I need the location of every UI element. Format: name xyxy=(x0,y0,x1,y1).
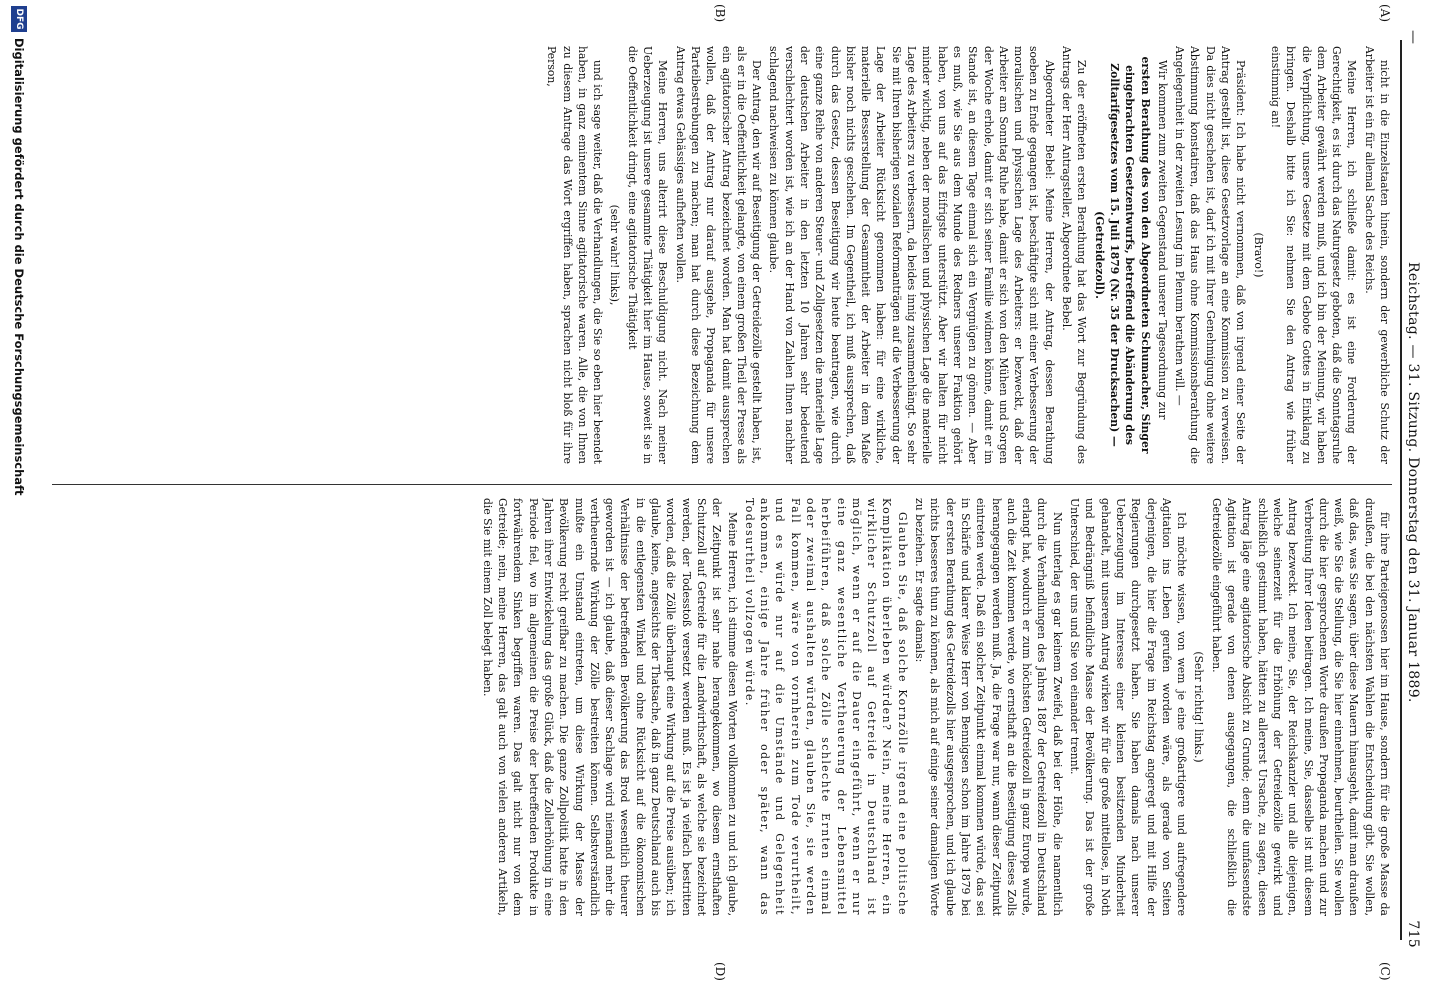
margin-mark-b: (B) xyxy=(713,4,727,23)
page-number: 715 xyxy=(1405,920,1421,948)
paragraph: Meine Herren, uns alterirt diese Beschuldigung nicht. Nach meiner Ueberzeugung ist unsere gesammte Thätigkeit hier im Hause, soweit sie in die Oeffentlichkeit dringt, eine agitatorische Thätigkeit xyxy=(625,46,670,464)
column-divider xyxy=(52,484,1392,485)
left-column xyxy=(62,46,1392,464)
margin-mark-c: (C) xyxy=(1378,962,1392,981)
paragraph: Meine Herren, ich schließe damit: es ist eine Forderung der Gerechtigkeit, es ist durch das Naturgesetz geboten, daß die Sonntagsruhe dem Arbeiter gewährt werden muß, und ich bin der Meinung, wir haben die Verpflichtung, unsere Gesetze mit dem Gebote Gottes in Einklang zu bringen. Deshalb bitte ich Sie: nehmen Sie den Antrag wie früher einstimmig an! xyxy=(1268,46,1359,464)
footer-text: Digitalisierung gefördert durch die Deutsche Forschungsgemeinschaft xyxy=(12,38,26,496)
interjection: (sehr wahr! links), xyxy=(608,204,622,306)
paragraph: Meine Herren, ich stimme diesen Worten vollkommen zu und ich glaube, der Zeitpunkt ist sehr nahe herangekommen, wo diesem ernsthaften Schutzzoll auf Getreide für die Landwirthschaft, als welche sie bezeichnet werden, der Todesstoß versetzt werden muß. Es ist ja vielfach bestritten worden, daß die Zölle überhaupt eine Wirkung auf die Preise ausüben; ich glaube, keine, angesichts der Thatsache, daß in ganz Deutschland auch bis in die entlegensten Winkel und ohne Rücksicht auf die ökonomischen Verhältnisse der betreffenden Bevölkerung das Brod wesentlich theurer geworden ist — ich glaube, daß dieser Sachlage wird niemand mehr die vertheuernde Wirkung der Zölle bestreiten können. Selbstverständlich mußte ein Umstand eintreten, um diese Wirkung der Masse der Bevölkerung recht greifbar zu machen. Die ganze Zollpolitik hatte in den Jahren ihrer Entwickelung das große Glück, daß die Zollerhöhung in eine Periode fiel, wo im allgemeinen die Preise der betreffenden Produkte in fortwährendem Sinken begriffen waren. Das galt nicht nur von dem Getreide; nein, meine Herren, das galt auch von vielen anderen Artikeln, die Sie mit einem Zoll belegt haben. xyxy=(480,498,739,916)
header-title: Reichstag. — 31. Sitzung. Donnerstag den 31. Januar 1889. xyxy=(1405,262,1421,703)
paragraph: Nun unterlag es gar keinem Zweifel, daß bei der Höhe, die namentlich durch die Verhandlungen des Jahres 1887 der Getreidezoll in Deutschland erlangt hat, wodurch er zum höchsten Getreidezoll in ganz Europa wurde, auch die Zeit kommen werde, wo ernsthaft an die Beseitigung dieses Zolls herangegangen werden muß. Ja, die Frage war nur, wann dieser Zeitpunkt eintreten werde. Daß ein solcher Zeitpunkt einmal kommen würde, das sei in Schärfe und klarer Weise Herr von Bennigsen schon im Jahre 1879 bei der ersten Berathung des Getreidezolls hier ausgesprochen, und ich glaube nichts besseres thun zu können, als mich auf einige seiner damaligen Worte zu beziehen. Er sagte damals: xyxy=(913,498,1064,916)
paragraph: Der Antrag, den wir auf Beseitigung der Getreidezölle gestellt haben, ist, als er in die Oeffentlichkeit gelangte, von einem großen Theil der Presse als ein agitatorischer Antrag bezeichnet worden. Man hat damit aussprechen wollen, daß der Antrag nur darauf ausgehe, Propaganda für unsere Parteibestrebungen zu machen; man hat durch diese Bezeichnung dem Antrag etwas Gehässiges aufheften wollen. xyxy=(673,46,764,464)
quotation: Glauben Sie, daß solche Kornzölle irgend eine politische Komplikation überleben würden? Nein, meine Herren, ein wirklicher Schutzzoll auf Getreide in Deutschland ist möglich, wenn er auf die Dauer eingeführt, wenn er nur eine ganz wesentliche Vertheuerung der Lebensmittel herbeiführen, daß solche Zölle schlechte Ernten einmal oder zweimal aushalten würden, glauben Sie, sie werden Fall kommen, wäre von vornherein zum Tode verurtheilt, und es würde nur auf die Umstände und Gelegenheit ankommen, einige Jahre früher oder später, wann das Todesurtheil vollzogen würde. xyxy=(742,498,909,916)
header-rule xyxy=(1400,40,1402,940)
paragraph: Präsident: Ich habe nicht vernommen, daß von irgend einer Seite der Antrag gestellt ist, diese Gesetzvorlage an eine Kommission zu verweisen. Da dies nicht geschehen ist, darf ich mit Ihrer Genehmigung ohne weitere Abstimmung konstatiren, daß das Haus ohne Kommissionsberathung die Angelegenheit in der zweiten Lesung im Plenum berathen will. — xyxy=(1173,46,1248,464)
margin-mark-a: (A) xyxy=(1378,4,1392,23)
paragraph: Wir kommen zum zweiten Gegenstand unserer Tagesordnung zur xyxy=(1155,60,1169,420)
margin-mark-d: (D) xyxy=(713,962,727,981)
paragraph: Ich möchte wissen, von wem je eine großartigere und aufregendere Agitation ins Leben gerufen worden wäre, als gerade von Seiten derjenigen, die hier die Frage im Reichstag angeregt und mit Hilfe der Regierungen durchgesetzt haben. Sie haben damals nach unserer Ueberzeugung im Interesse einer kleinen besitzenden Minderheit gehandelt, mit unserem Antrag wirken wir für die große mittellose, in Noth und Bedrängniß befindliche Masse der Bevölkerung. Das ist der große Unterschied, der uns und Sie von einander trennt. xyxy=(1068,498,1189,916)
paragraph: für ihre Parteigenossen hier im Hause, sondern für die große Masse da draußen, die bei den nächsten Wahlen die Entscheidung gibt. Sie wollen, daß das, was Sie sagen, über diese Mauern hinausgeht, damit man draußen weiß, wie Sie die Stellung, die Sie hier einnehmen, beurtheilen. Sie wollen durch die hier gesprochenen Worte draußen Propaganda machen und zur Verbreitung Ihrer Ideen beitragen. Ich meine, Sie, dasselbe ist mit diesem Antrag bezweckt. Ich meine, Sie, der Reichskanzler und alle diejenigen, welche seinerzeit für die Erhöhung der Getreidezölle gewirkt und schließlich gestimmt haben, hätten zu allererst Ursache, zu sagen, diesen Antrag läge eine agitatorische Absicht zu Grunde; denn die umfassendste Agitation ist gerade von denen ausgegangen, die schließlich die Getreidezölle eingeführt haben. xyxy=(1209,498,1391,916)
paragraph: und ich sage weiter, daß die Verhandlungen, die Sie so eben hier beendet haben, in ganz eminentem Sinne agitatorische waren. Alle, die von Ihnen zu diesem Antrage das Wort ergriffen haben, sprachen nicht bloß für ihre Person, xyxy=(545,46,605,464)
right-column xyxy=(62,498,1392,916)
paragraph: Abgeordneter Bebel: Meine Herren, der Antrag, dessen Berathung soeben zu Ende gegangen ist, beschäftigte sich mit einer Verbesserung der moralischen und physischen Lage des Arbeiters: er bezweckt, daß der Arbeiter am Sonntag Ruhe habe, damit er sich von den Mühen und Sorgen der Woche erhole, damit er sich seiner Familie widmen könne, damit er im Stande ist, an diesem Tage einmal sich ein Vergnügen zu gönnen. — Aber es muß, wie Sie aus dem Munde des Redners unserer Fraktion gehört haben, von uns auf das Eifrigste unterstützt. Aber wir halten für nicht minder wichtig, neben der moralischen und physischen Lage die materielle Lage des Arbeiters zu verbessern, da beides innig zusammenhängt. So sehr Sie mit Ihren bisherigen sozialen Reformanträgen auf die Verbesserung der Lage der Arbeiter Rücksicht genommen haben: für eine wirkliche, materielle Besserstellung der Gesammtheit der Arbeiter in dem Maße bisher noch nichts geschehen. Im Gegentheil, ich muß aussprechen, daß durch das Gesetz, dessen Beseitigung wir heute beantragen, wie durch eine ganze Reihe von anderen Steuer- und Zollgesetzen die materielle Lage der deutschen Arbeiter in den letzten 10 Jahren sehr bedeutend verschlechtert worden ist, wie ich an der Hand von Zahlen Ihnen nachher schlagend nachweisen zu können glaube. xyxy=(767,46,1056,464)
interjection: (Bravo!) xyxy=(1251,232,1265,278)
paragraph: Zu der eröffneten ersten Berathung hat das Wort zur Begründung des Antrags der Herr Antragsteller, Abgeordnete Bebel. xyxy=(1060,46,1089,464)
header-left-mark: — xyxy=(1405,30,1421,45)
dfg-logo: DFG xyxy=(11,6,27,32)
interjection: (Sehr richtig! links.) xyxy=(1192,651,1206,763)
paragraph: nicht in die Einzelstaaten hinein, sondern der gewerbliche Schutz der Arbeiter ist ein für allemal Sache des Reichs. xyxy=(1362,46,1391,464)
page-header xyxy=(1402,30,1424,948)
agenda-item-heading: ersten Berathung des von den Abgeordneten Schumacher, Singer eingebrachten Gesetzentwurfs, betreffend die Abänderung des Zolltarifgesetzes vom 15. Juli 1879 (Nr. 35 der Drucksachen) — (Getreidezoll). xyxy=(1092,56,1152,454)
footer xyxy=(8,0,30,1000)
